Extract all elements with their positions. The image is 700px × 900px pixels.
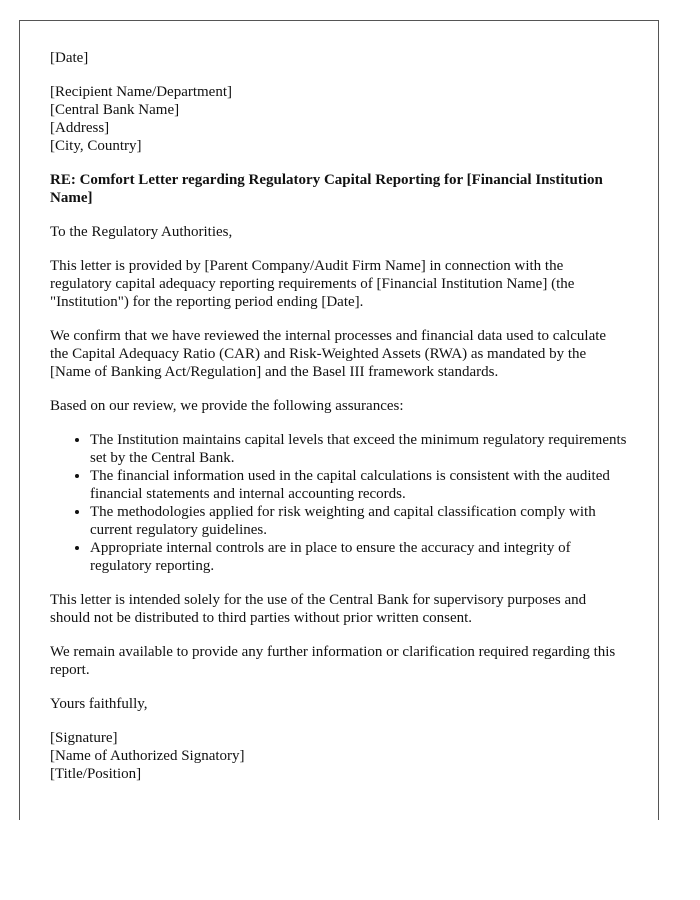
letter-page — [19, 20, 659, 820]
body-paragraph: This letter is intended solely for the use of the Central Bank for supervisory purposes and should not be distributed to third parties without prior written consent. — [50, 592, 587, 626]
signature-line: [Signature] — [50, 730, 118, 746]
assurance-item: • The methodologies applied for risk weighting and capital classification comply with current regulatory guidelines. — [90, 503, 628, 539]
body-paragraph: We confirm that we have reviewed the internal processes and financial data used to calculate the Capital Adequacy Ratio (CAR) and Risk-Weighted Assets (RWA) as mandated by the [Name of Banking Act/Regulation] and the Basel III framework standards. — [50, 328, 607, 380]
recipient-line: [City, Country] — [50, 138, 142, 154]
recipient-line: [Central Bank Name] — [50, 102, 180, 118]
closing: Yours faithfully, — [50, 696, 148, 712]
body-paragraph: We remain available to provide any further information or clarification required regarding this report. — [50, 644, 616, 678]
salutation: To the Regulatory Authorities, — [50, 224, 233, 240]
signatory-name: [Name of Authorized Signatory] — [50, 748, 245, 764]
assurance-item: • The financial information used in the capital calculations is consistent with the audited financial statements and internal accounting records. — [90, 467, 628, 503]
signatory-title: [Title/Position] — [50, 766, 142, 782]
signature-block — [50, 729, 628, 783]
assurance-item: • The Institution maintains capital levels that exceed the minimum regulatory requirements set by the Central Bank. — [90, 431, 628, 467]
recipient-block — [50, 83, 628, 155]
body-paragraph: This letter is provided by [Parent Company/Audit Firm Name] in connection with the regulatory capital adequacy reporting requirements of [Financial Institution Name] (the "Institution") for the reporting period ending [Date]. — [50, 258, 575, 310]
assurance-item: • Appropriate internal controls are in place to ensure the accuracy and integrity of regulatory reporting. — [90, 539, 628, 575]
recipient-line: [Address] — [50, 120, 110, 136]
letter-date: [Date] — [50, 50, 89, 66]
recipient-line: [Recipient Name/Department] — [50, 84, 233, 100]
subject-line: RE: Comfort Letter regarding Regulatory Capital Reporting for [Financial Institution Name] — [50, 172, 603, 206]
assurance-list — [50, 431, 628, 575]
body-paragraph: Based on our review, we provide the following assurances: — [50, 398, 404, 414]
